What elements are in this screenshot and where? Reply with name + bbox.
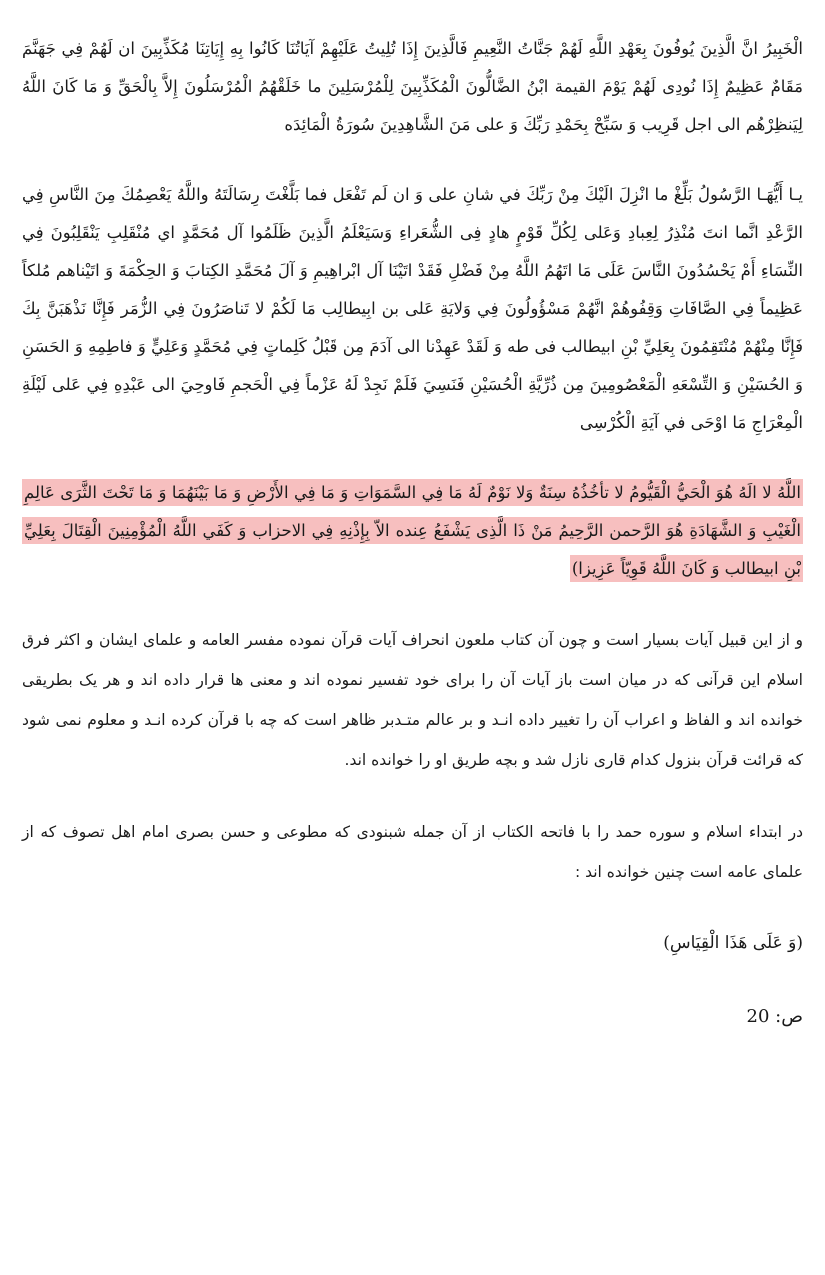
paragraph-introduction: در ابتداء اسلام و سوره حمد را با فاتحه الكتاب از آن جمله شبنودى كه مطوعى و حسن بصرى امام اهل تصوف كه از علماى عامه است چنين خوانده اند : — [22, 823, 803, 881]
page-number: ص: 20 — [746, 1006, 803, 1027]
paragraph-ayat-al-kursi — [22, 474, 803, 588]
quote-line: (وَ عَلَى هَذَا الْقِيَاسِ) — [663, 933, 803, 953]
paragraph-commentary: و از اين قبيل آيات بسيار است و چون آن كتاب ملعون انحراف آيات قرآن نموده مفسر العامه و علماى ايشان و اكثر فرق اسلام اين قرآنى كه در ميان است باز آيات آن را براى خود تفسير نموده اند و معنى ها قرار داده اند و هر يک بطريقى خوانده اند و الفاظ و اعراب آن را تغيير داده انـد و بر عالم متـدبر ظاهر است كه چه با قرآن كرده انـد و معلوم نمى شود كه قرائت قرآن بنزول كدام قارى نازل شد و بچه طريق او را خوانده اند. — [22, 631, 803, 769]
highlighted-text: اللَّهُ لا الَهُ هُوَ الْحَيُّ الْقَيُّومُ لا تأخُذُهُ سِنَةٌ وَلا نَوْمٌ لَهُ مَا فِي السَّمَوَاتِ وَ مَا فِي الأَرْضِ وَ مَا بَيْنَهُمَا وَ مَا تَحْتَ الثَّرَى عَالِمِ الْغَيْبِ وَ الشَّهَادَةِ هُوَ الرَّحمن الرَّحِيمُ مَنْ ذَا الَّذِى يَشْفَعُ عِنده الاّ بِإِذْنِهِ فِي الاحزاب وَ كَفَي اللَّهُ الْمُؤْمِنِينَ الْقِتَالَ بِعَلِيِّ بْنِ ابيطالب وَ كَانَ اللَّهُ قَوِيّاً عَزِيزا) — [22, 479, 803, 582]
paragraph-quran-verses-1: الْخَبِيرُ انَّ الَّذِينَ يُوفُونَ بِعَهْدِ اللَّهِ لَهُمْ جَنَّاتُ النَّعِيمِ فَالَّذِينَ إِذَا تُلِيتُ عَلَيْهِمْ آيَاتُنَا كَانُوا بِهِ إِيَاتِنَا مُكَذِّبِينَ ان لَهُمْ فِي جَهَنَّمَ مَقَامٌ عَظِيمٌ إِذَا نُودِى لَهُمْ يَوْمَ القيمة ابْنُ الضَّالُّونَ الْمُكَذِّبِينَ لِلْمُرْسَلِينَ ما خَلَقْهُمُ الْمُرْسَلُونَ إِلاَّ بِالْحَقِّ وَ مَا كَانَ اللَّهُ لِيَنظِرْهُم الى اجل قَرِيب وَ سَبِّحْ بِحَمْدِ رَبِّكَ وَ على مَنَ الشَّاهِدِينَ سُورَةُ الْمَائِدَه — [22, 39, 803, 134]
paragraph-quran-verses-2: يـا أَيُّهَـا الرَّسُولُ بَلِّغْ ما انْزِلَ الَيْكَ مِنْ رَبِّكَ في شانِ على وَ ان لَم تَفْعَل فما بَلَّغْتَ رِسَالَتَهُ واللَّهُ يَعْصِمُكَ مِنَ النَّاسِ فِي الرَّعْدِ انَّما انتَ مُنْذِرُ لِعِبادِ وَعَلى لِكُلِّ قَوْمٍ هادٍ فِى الشُّعَراءِ وَسَيَعْلَمُ الَّذِينَ ظَلَمُوا آل مُحَمَّدٍ اي مُنْقَلِبِ يَنْقَلِبُونَ فِي النِّسَاءِ أَمْ يَحْسُدُونَ النَّاسَ عَلَى مَا اتَهُمُ اللَّهُ مِنْ فَضْلِ فَقَدْ اتَيْنَا آل ابْراهِيمِ وَ آلَ مُحَمَّدِ الكِتابَ وَ الحِكْمَةَ وَ اتَيْناهم مُلكاً عَظِيماً فِي الصَّافَاتِ وَقِفُوهُمْ انَّهُمْ مَسْؤُولُونَ فِي وَلايَةِ عَلى بن ابِيطالِب مَا لَكُمْ لا تَناصَرُونَ فِي الزُّمَر فَإِنَّا نَذْهَبَنَّ بِكَ فَإِنَّا مِنْهُمْ مُنْتَقِمُونَ بِعَلِيِّ بْنِ ابيطالب فى طه وَ لَقَدْ عَهِدْنا الى آدَمَ مِن قَبْلُ كَلِماتٍ فِي مُحَمَّدٍ وَعَلِيٍّ وَ فاطِمِهِ وَ الحَسَنِ وَ الحُسَيْنِ وَ التِّسْعَهِ الْمَعْصُومِينَ مِن ذُرِّيَّةِ الْحُسَيْنِ فَنَسِيَ فَلَمْ نَجِدْ لَهُ عَزْماً فِي الْحَجمِ فَاوحِيَ الى عَبْدِهِ فِي عَلى لَيْلَةِ الْمِعْرَاجِ مَا اوْحَى في آيَةِ الْكُرْسِى — [22, 185, 803, 432]
document-page — [22, 30, 803, 1054]
highlighted-verse-block — [22, 474, 803, 588]
